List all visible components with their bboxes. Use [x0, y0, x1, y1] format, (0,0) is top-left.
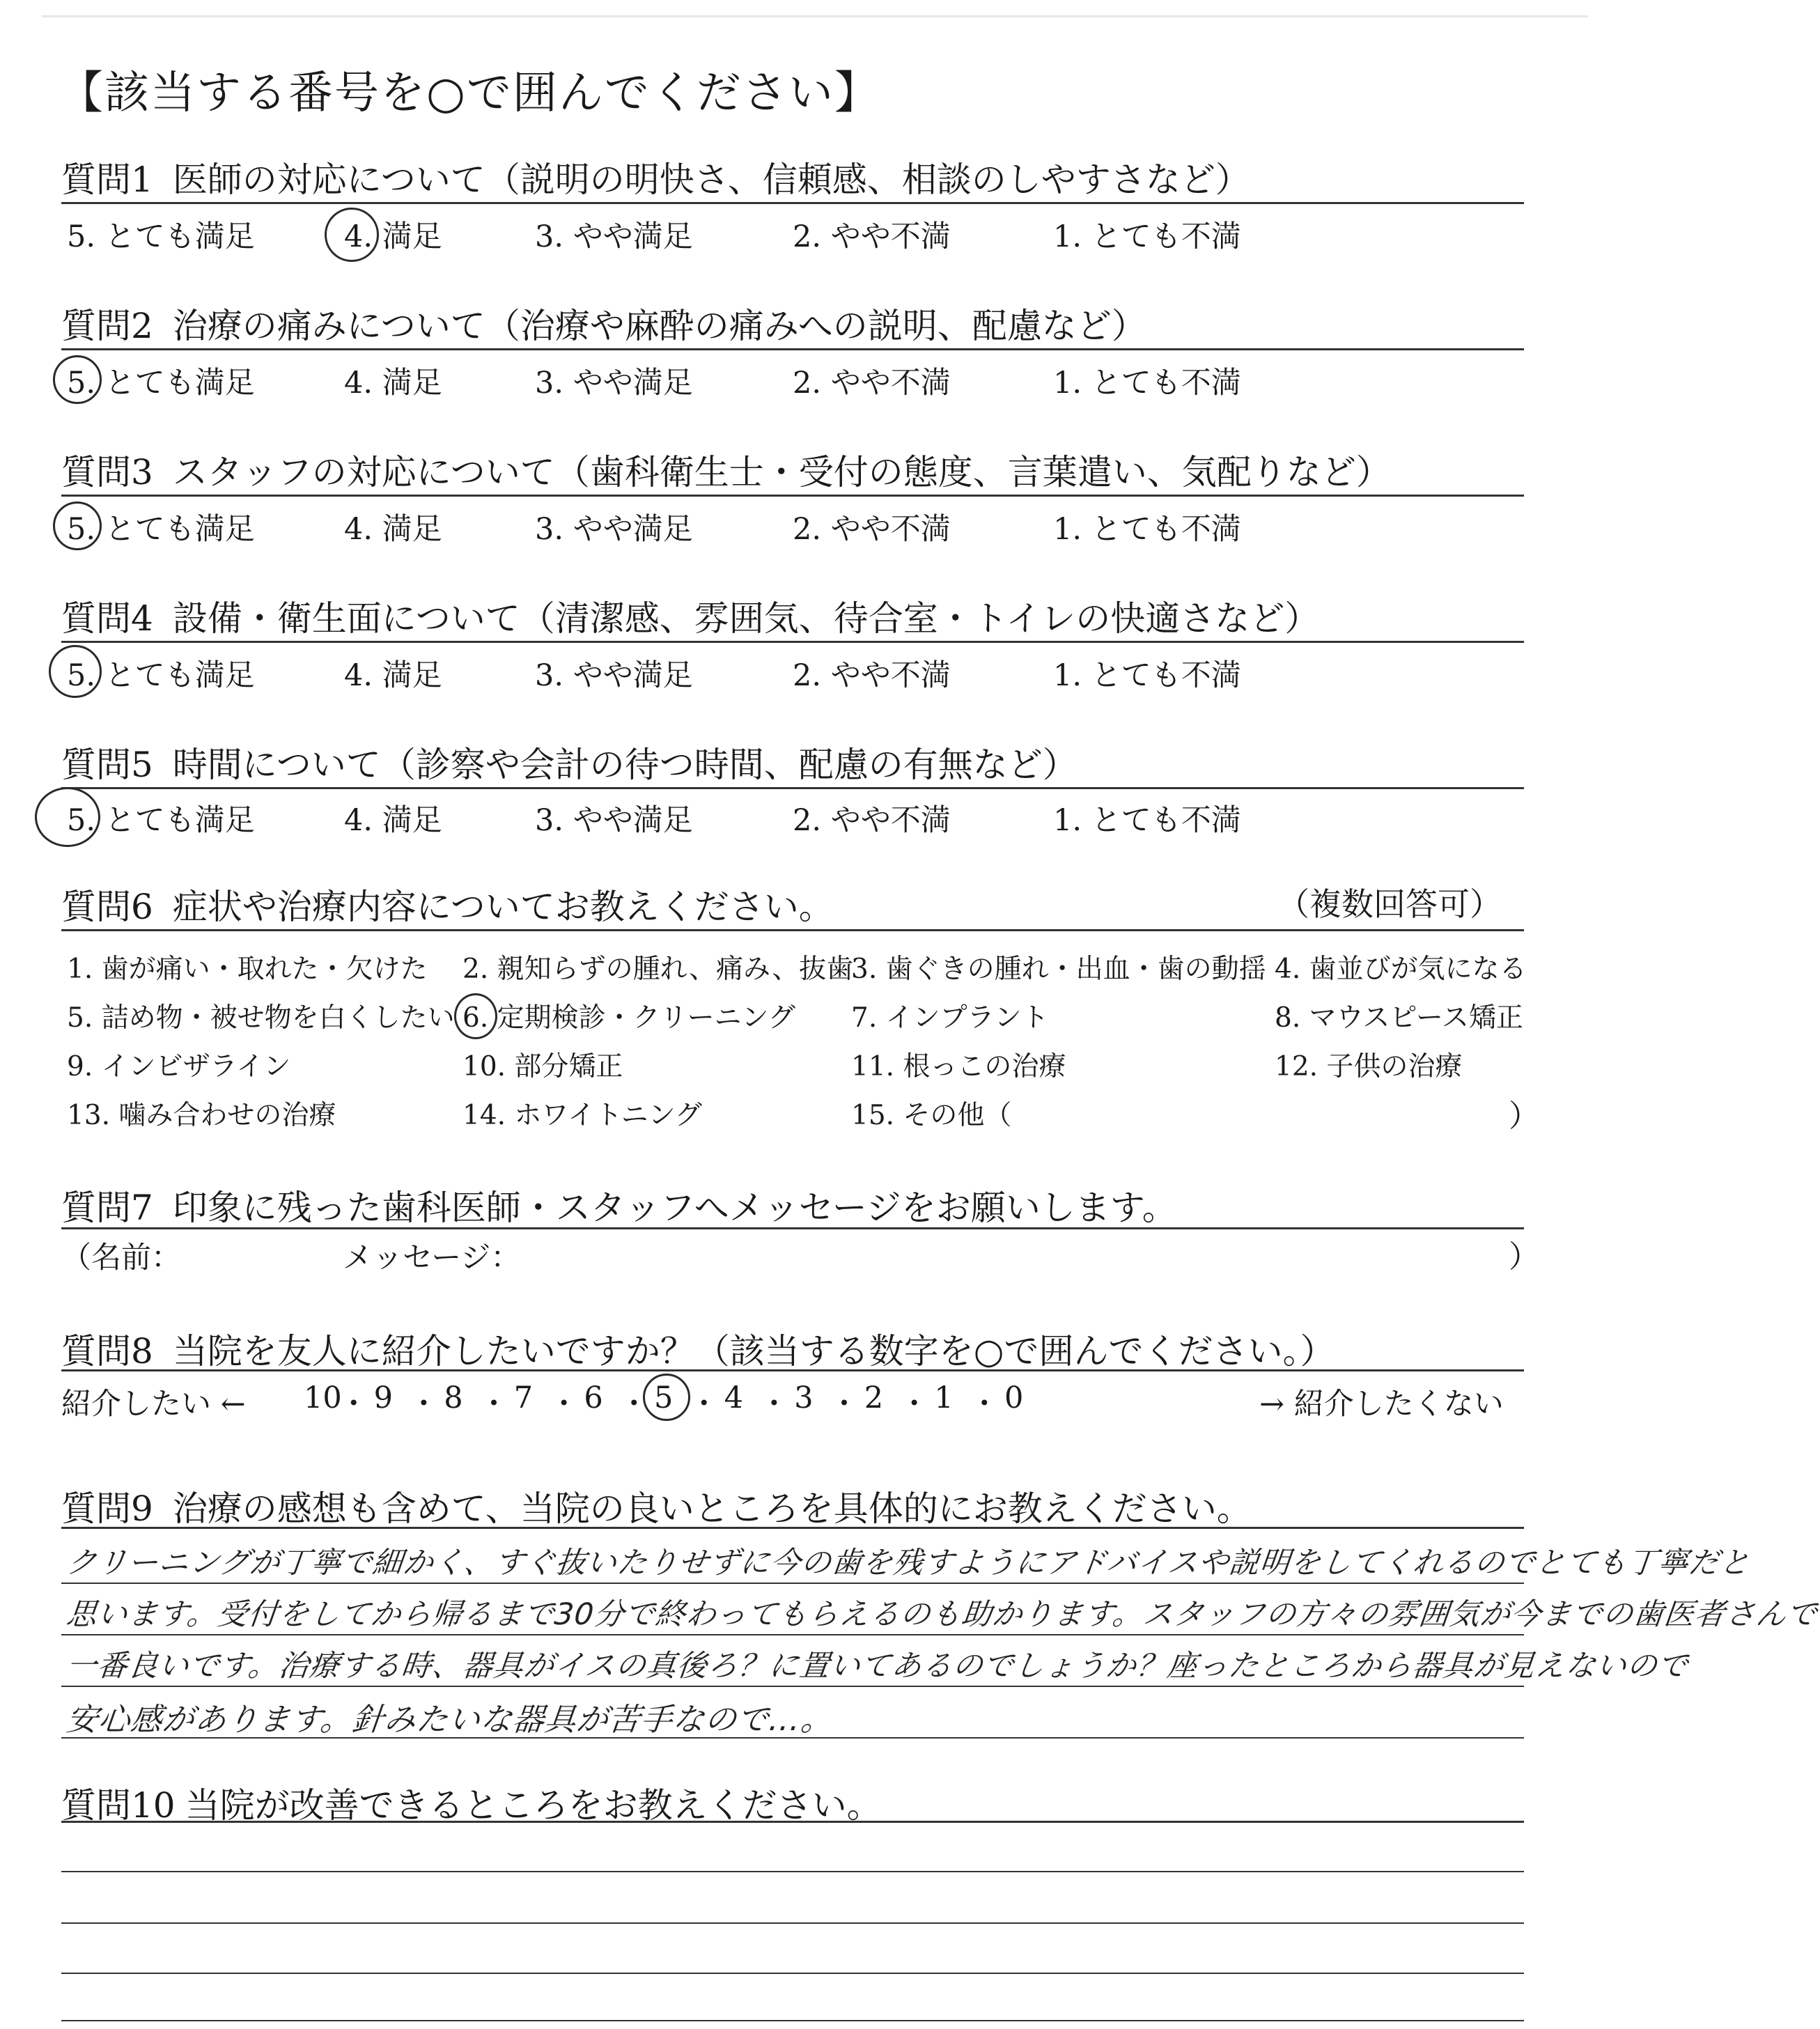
scale-value-7[interactable]: 7: [513, 1381, 534, 1415]
q1-option-3[interactable]: 3. やや満足: [535, 219, 693, 254]
question-2-rule: [61, 348, 1524, 350]
q5-selection-circle: [35, 787, 100, 847]
q5-option-5[interactable]: 5. とても満足: [67, 803, 255, 838]
q1-option-2[interactable]: 2. やや不満: [793, 219, 951, 254]
scale-separator: ・: [479, 1387, 509, 1422]
q4-option-3[interactable]: 3. やや満足: [535, 658, 693, 693]
question-text: 治療の感想も含めて、当院の良いところを具体的にお教えください。: [172, 1488, 1252, 1529]
scale-separator: ・: [759, 1387, 789, 1422]
multiple-answer-note: （複数回答可）: [1277, 885, 1502, 923]
q4-option-4[interactable]: 4. 満足: [344, 658, 442, 693]
question-text: スタッフの対応について（歯科衛生士・受付の態度、言葉遣い、気配りなど）: [172, 452, 1391, 492]
q5-option-4[interactable]: 4. 満足: [344, 803, 442, 838]
recommend-right-label: → 紹介したくない: [1259, 1387, 1504, 1422]
q6-option-1[interactable]: 1. 歯が痛い・取れた・欠けた: [67, 954, 428, 985]
question-9-rule: [61, 1527, 1524, 1529]
q6-selection-circle: [454, 993, 497, 1039]
q6-other-close-paren: ）: [1509, 1098, 1539, 1134]
q1-selection-circle: [325, 208, 379, 262]
question-text: 医師の対応について（説明の明快さ、信頼感、相談のしやすさなど）: [172, 160, 1250, 200]
scale-value-8[interactable]: 8: [444, 1381, 463, 1415]
q6-option-2[interactable]: 2. 親知らずの腫れ、痛み、抜歯: [462, 954, 854, 985]
question-8-title: [61, 1323, 1335, 1374]
scale-value-2[interactable]: 2: [864, 1381, 884, 1415]
question-number: 質問6: [61, 887, 153, 927]
question-number: 質問9: [61, 1488, 153, 1529]
scale-value-3[interactable]: 3: [794, 1381, 814, 1415]
q3-option-4[interactable]: 4. 満足: [344, 512, 442, 547]
q6-option-8[interactable]: 8. マウスピース矯正: [1275, 1002, 1523, 1034]
scale-value-6[interactable]: 6: [584, 1381, 603, 1415]
q5-option-3[interactable]: 3. やや満足: [535, 803, 693, 838]
question-1-title: [61, 152, 1250, 202]
q9-answer-line-3: 一番良いです。治療する時、器具がイスの真後ろ？に置いてあるのでしょうか？座ったところから器具が見えないので: [65, 1649, 1690, 1684]
scale-separator: ・: [619, 1387, 649, 1422]
q2-selection-circle: [53, 355, 102, 404]
form-title: 【該当する番号を○で囲んでください】: [59, 68, 880, 119]
question-text: 治療の痛みについて（治療や麻酔の痛みへの説明、配慮など）: [172, 306, 1146, 346]
q4-selection-circle: [49, 645, 102, 698]
scale-value-4[interactable]: 4: [724, 1381, 743, 1415]
name-label: （名前：: [61, 1241, 181, 1275]
q2-option-1[interactable]: 1. とても不満: [1053, 366, 1241, 401]
question-text: 印象に残った歯科医師・スタッフへメッセージをお願いします。: [172, 1188, 1177, 1228]
question-8-rule: [61, 1369, 1524, 1371]
question-5-rule: [61, 787, 1524, 789]
question-number: 質問3: [61, 452, 153, 492]
q2-option-4[interactable]: 4. 満足: [344, 366, 442, 401]
question-number: 質問4: [61, 598, 153, 639]
q6-option-11[interactable]: 11. 根っこの治療: [851, 1051, 1066, 1082]
q2-option-3[interactable]: 3. やや満足: [535, 366, 693, 401]
answer-rule[interactable]: [61, 1871, 1524, 1872]
question-7-rule: [61, 1227, 1524, 1229]
q9-answer-line-4: 安心感があります。針みたいな器具が苦手なので…。: [64, 1701, 835, 1738]
q6-option-4[interactable]: 4. 歯並びが気になる: [1275, 954, 1527, 985]
q1-option-4[interactable]: 4. 満足: [344, 219, 442, 254]
question-10-rule: [61, 1821, 1524, 1823]
question-number: 質問8: [61, 1331, 153, 1371]
scale-separator: ・: [408, 1387, 439, 1422]
question-5-title: [61, 737, 1078, 787]
scale-separator: ・: [969, 1387, 1000, 1422]
answer-rule[interactable]: [61, 1922, 1524, 1924]
q9-answer-line-1: クリーニングが丁寧で細かく、すぐ抜いたりせずに今の歯を残すようにアドバイスや説明をしてくれるのでとても丁寧だと: [65, 1546, 1752, 1580]
question-9-title: [61, 1481, 1252, 1531]
question-number: 質問10: [61, 1785, 176, 1826]
scale-value-0[interactable]: 0: [1004, 1381, 1024, 1415]
q6-option-3[interactable]: 3. 歯ぐきの腫れ・出血・歯の動揺: [851, 954, 1266, 985]
q6-option-12[interactable]: 12. 子供の治療: [1275, 1051, 1463, 1082]
scale-separator: ・: [549, 1387, 580, 1422]
q2-option-2[interactable]: 2. やや不満: [793, 366, 951, 401]
recommend-left-label: 紹介したい ←: [61, 1387, 246, 1422]
message-label: メッセージ：: [343, 1241, 521, 1275]
q1-option-1[interactable]: 1. とても不満: [1053, 219, 1241, 254]
question-text: 時間について（診察や会計の待つ時間、配慮の有無など）: [172, 745, 1078, 785]
scale-value-5[interactable]: 5: [654, 1381, 674, 1415]
question-6-title: [61, 879, 834, 929]
q6-option-15[interactable]: 15. その他（: [851, 1100, 1012, 1131]
q1-option-5[interactable]: 5. とても満足: [67, 219, 255, 254]
answer-rule: [61, 1737, 1524, 1739]
scale-separator: ・: [829, 1387, 860, 1422]
q6-option-10[interactable]: 10. 部分矯正: [462, 1051, 623, 1082]
answer-rule[interactable]: [61, 2020, 1524, 2021]
question-3-title: [61, 444, 1391, 495]
scale-separator: ・: [689, 1387, 720, 1422]
question-number: 質問5: [61, 745, 153, 785]
question-text: 当院が改善できるところをお教えください。: [185, 1785, 882, 1826]
question-3-rule: [61, 495, 1524, 497]
q6-option-9[interactable]: 9. インビザライン: [67, 1051, 291, 1082]
q3-selection-circle: [53, 502, 102, 550]
answer-rule: [61, 1583, 1524, 1584]
q3-option-1[interactable]: 1. とても不満: [1053, 512, 1241, 547]
q2-option-5[interactable]: 5. とても満足: [67, 366, 255, 401]
question-number: 質問7: [61, 1188, 153, 1228]
q5-option-1[interactable]: 1. とても不満: [1053, 803, 1241, 838]
scale-separator: ・: [339, 1387, 369, 1422]
q5-option-2[interactable]: 2. やや不満: [793, 803, 951, 838]
q3-option-3[interactable]: 3. やや満足: [535, 512, 693, 547]
top-edge-line: [42, 15, 1588, 17]
q3-option-5[interactable]: 5. とても満足: [67, 512, 255, 547]
answer-rule: [61, 1634, 1524, 1635]
q6-option-7[interactable]: 7. インプラント: [851, 1002, 1049, 1034]
question-text: 当院を友人に紹介したいですか？（該当する数字を○で囲んでください。）: [172, 1331, 1335, 1371]
q4-option-1[interactable]: 1. とても不満: [1053, 658, 1241, 693]
q6-option-13[interactable]: 13. 噛み合わせの治療: [67, 1100, 336, 1131]
question-text: 設備・衛生面について（清潔感、雰囲気、待合室・トイレの快適さなど）: [172, 598, 1320, 639]
q8-selection-circle: [643, 1374, 690, 1421]
question-7-title: [61, 1180, 1177, 1230]
scale-separator: ・: [899, 1387, 930, 1422]
question-4-title: [61, 591, 1319, 641]
scale-value-1[interactable]: 1: [934, 1381, 954, 1415]
answer-rule[interactable]: [61, 1973, 1524, 1974]
question-text: 症状や治療内容についてお教えください。: [172, 887, 834, 927]
q4-option-2[interactable]: 2. やや不満: [793, 658, 951, 693]
q7-close-paren: ）: [1509, 1239, 1539, 1275]
q6-option-6[interactable]: 6. 定期検診・クリーニング: [462, 1002, 795, 1034]
q9-answer-line-2: 思います。受付をしてから帰るまで30分で終わってもらえるのも助かります。スタッフの方々の雰囲気が今までの歯医者さんで: [65, 1597, 1819, 1632]
question-1-rule: [61, 202, 1524, 204]
question-6-rule: [61, 929, 1524, 931]
question-number: 質問1: [61, 160, 153, 200]
q6-option-5[interactable]: 5. 詰め物・被せ物を白くしたい: [67, 1002, 455, 1034]
q4-option-5[interactable]: 5. とても満足: [67, 658, 255, 693]
q6-option-14[interactable]: 14. ホワイトニング: [462, 1100, 702, 1131]
answer-rule: [61, 1686, 1524, 1687]
question-2-title: [61, 298, 1146, 348]
scale-value-9[interactable]: 9: [373, 1381, 393, 1415]
scale-value-10[interactable]: 10: [304, 1381, 342, 1415]
question-4-rule: [61, 641, 1524, 643]
q3-option-2[interactable]: 2. やや不満: [793, 512, 951, 547]
question-number: 質問2: [61, 306, 153, 346]
